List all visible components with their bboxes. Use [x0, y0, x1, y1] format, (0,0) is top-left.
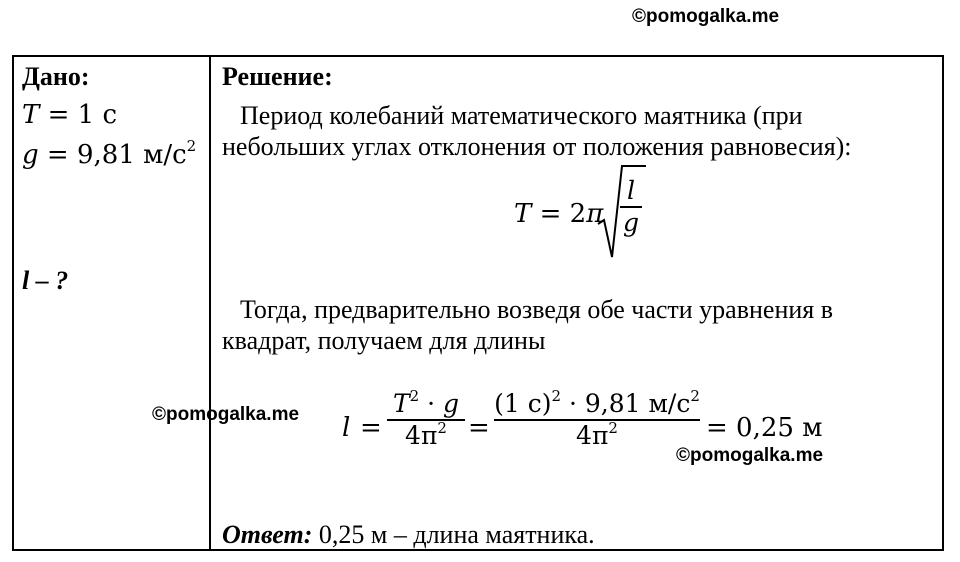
watermark-top: ©pomogalka.me [632, 6, 780, 27]
formula-length-fraction2 [492, 386, 702, 451]
given-gravity-exp: 2 [186, 137, 197, 156]
answer-text: 0,25 м – длина маятника. [312, 520, 595, 549]
para1-line1: Период колебаний математического маятника (при [240, 101, 803, 130]
find-question: – ? [29, 266, 69, 295]
fraction1-num-g: g [443, 389, 460, 418]
fraction1-numerator [392, 386, 460, 419]
formula-length-eq2: = [468, 413, 490, 443]
para2-line1: Тогда, предварительно возведя обе части уравнения в [240, 295, 834, 324]
find-var: l [22, 266, 30, 295]
answer-line [222, 520, 595, 550]
fraction1-den-exp: 2 [437, 418, 447, 437]
find-unknown [22, 266, 68, 296]
fraction2-num-rest: · 9,81 м/с [561, 389, 691, 418]
formula-period-num: l [627, 176, 635, 205]
fraction1-denominator [405, 418, 447, 451]
watermark-middle-left: ©pomogalka.me [152, 404, 300, 425]
fraction2-denominator [576, 418, 618, 451]
formula-length-eq1: = [360, 413, 382, 443]
formula-length-result: = 0,25 м [706, 413, 823, 443]
formula-period-eq: = 2 [531, 199, 587, 229]
column-divider [209, 57, 211, 551]
watermark-middle-right: ©pomogalka.me [676, 445, 824, 466]
para1-line2: небольших углах отклонения от положения равновесия): [222, 132, 852, 161]
given-period-value: = 1 с [39, 100, 118, 130]
given-gravity-var: g [22, 140, 39, 170]
given-period [22, 100, 117, 130]
fraction2-den-exp: 2 [608, 418, 618, 437]
formula-period-den: g [622, 208, 639, 237]
formula-period-T: T [514, 199, 532, 229]
fraction1-num-exp: 2 [409, 386, 420, 405]
fraction1-num-T: T [392, 389, 410, 418]
answer-label: Ответ: [222, 520, 313, 549]
para2-line2: квадрат, получаем для длины [222, 326, 546, 355]
formula-period-fraction [616, 176, 646, 238]
fraction2-num-exp: 2 [551, 386, 562, 405]
fraction1-num-dot: · [419, 389, 444, 418]
given-gravity [22, 137, 197, 170]
fraction1-den-base: 4π [405, 421, 438, 450]
given-period-var: T [22, 100, 40, 130]
given-gravity-value: = 9,81 м/с [38, 140, 187, 170]
formula-length-fraction1 [386, 386, 466, 451]
formula-period-lhs [514, 199, 603, 229]
formula-length-lhs: l [342, 413, 351, 443]
fraction2-den-base: 4π [576, 421, 609, 450]
fraction2-numerator [494, 386, 700, 419]
fraction2-num-base: (1 с) [494, 389, 552, 418]
given-header: Дано: [22, 62, 90, 91]
solution-header: Решение: [222, 62, 333, 91]
fraction2-num-exp2: 2 [690, 386, 700, 405]
formula-period-pi: π [586, 199, 604, 229]
